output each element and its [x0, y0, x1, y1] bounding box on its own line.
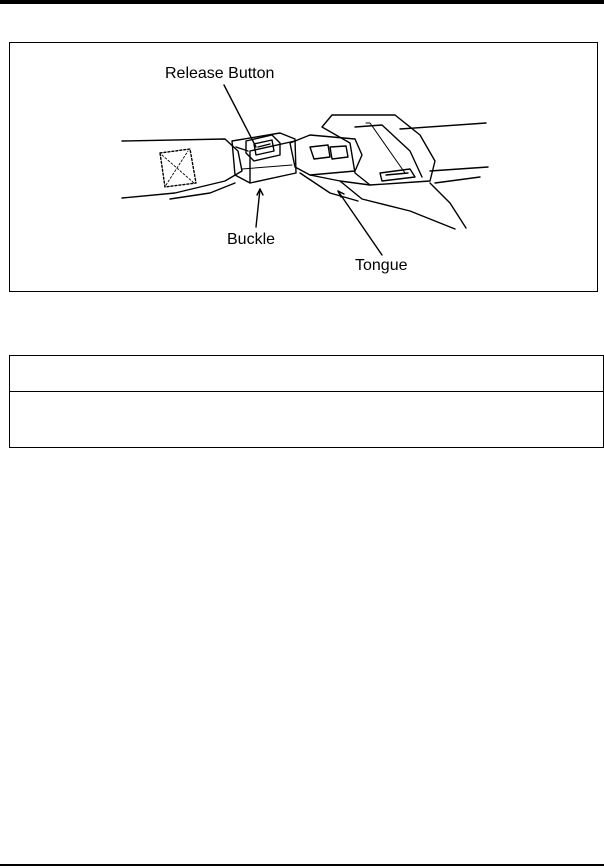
belt-stitch-patch	[160, 149, 196, 187]
top-rule	[0, 0, 604, 4]
tongue-plate	[290, 135, 362, 175]
notice-header	[10, 356, 603, 392]
bottom-rule	[0, 864, 604, 866]
release-button-label: Release Button	[165, 65, 275, 82]
seatbelt-illustration	[10, 43, 599, 293]
left-belt-webbing	[122, 139, 242, 198]
seatbelt-figure	[9, 42, 598, 292]
notice-box	[9, 355, 604, 448]
buckle-label: Buckle	[227, 231, 276, 248]
release-button-leader	[224, 85, 256, 147]
tongue-label: Tongue	[355, 257, 408, 274]
right-belt-webbing	[400, 123, 486, 129]
tongue-leader	[338, 191, 382, 255]
notice-body	[10, 392, 603, 447]
tongue-slot	[380, 169, 415, 181]
